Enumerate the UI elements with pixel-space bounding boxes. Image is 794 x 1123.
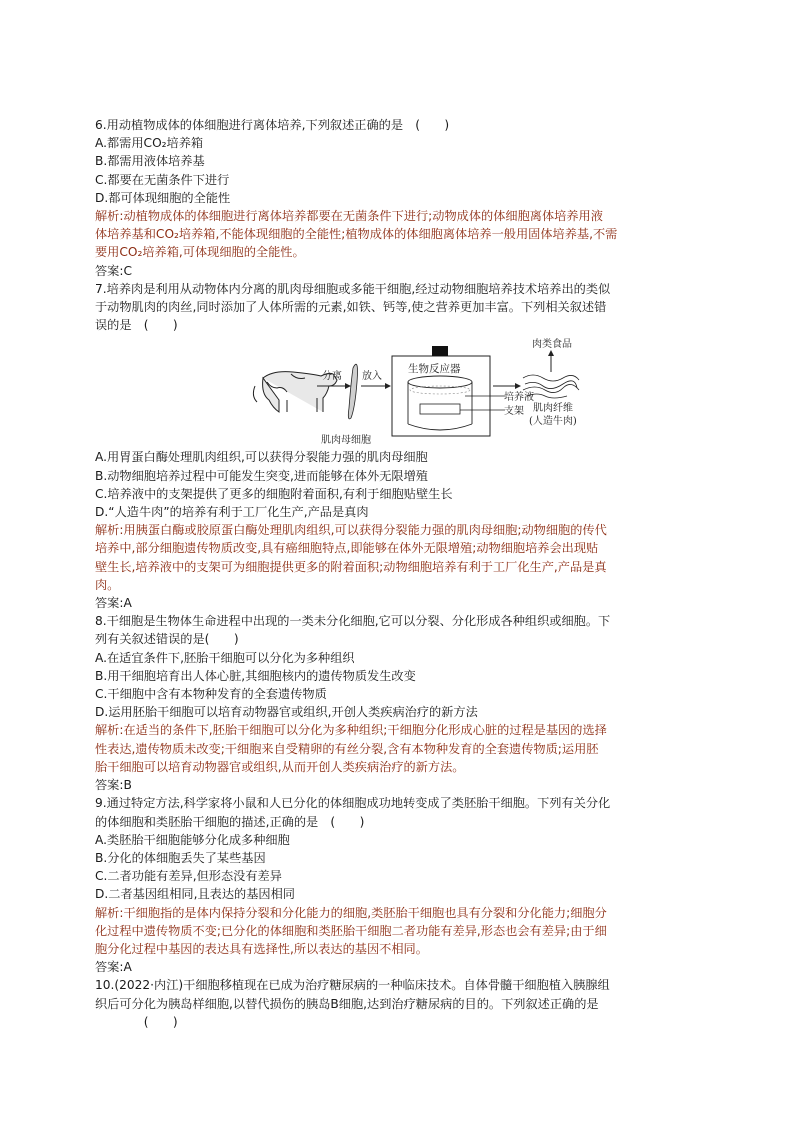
question-9	[95, 794, 705, 976]
label-bioreactor: 生物反应器	[408, 363, 461, 376]
q8-option-b: B.用干细胞培育出人体心脏,其细胞核内的遗传物质发生改变	[95, 668, 416, 683]
q7-option-d: D.“人造牛肉”的培养有利于工厂化生产,产品是真肉	[95, 505, 369, 520]
question-7	[95, 280, 705, 612]
question-7-stem-line: 7.培养肉是利用从动物体内分离的肌肉母细胞或多能干细胞,经过动物细胞培养技术培养出的类似	[95, 281, 611, 296]
question-9-stem-line: 的体细胞和类胚胎干细胞的描述,正确的是 ( )	[95, 814, 365, 829]
scaffold-rect	[420, 404, 460, 414]
label-artificial-beef: (人造牛肉)	[529, 416, 577, 428]
q9-option-a: A.类胚胎干细胞能够分化成多种细胞	[95, 832, 290, 847]
question-6	[95, 116, 705, 280]
q8-option-c: C.干细胞中含有本物种发育的全套遗传物质	[95, 687, 327, 702]
q6-explanation-line: 体培养基和CO₂培养箱,不能体现细胞的全能性;植物成体的体细胞离体培养一般用固体培养基,不需	[95, 227, 618, 242]
q9-option-b: B.分化的体细胞丢失了某些基因	[95, 850, 266, 865]
q8-option-d: D.运用胚胎干细胞可以培育动物器官或组织,开创人类疾病治疗的新方法	[95, 705, 478, 720]
q8-explanation-line: 胎干细胞可以培育动物器官或组织,从而开创人类疾病治疗的新方法。	[95, 759, 465, 774]
question-10-stem-line: ( )	[95, 1014, 178, 1029]
q6-explanation-line: 解析:动植物成体的体细胞进行离体培养都要在无菌条件下进行;动物成体的体细胞离体培养用液	[95, 209, 603, 224]
worksheet-page	[95, 116, 705, 1031]
q6-answer: 答案:C	[95, 263, 132, 278]
bioreactor-cap	[432, 346, 448, 356]
q6-option-a: A.都需用CO₂培养箱	[95, 136, 204, 151]
label-myoblast: 肌肉母细胞	[321, 435, 371, 447]
question-8	[95, 612, 705, 794]
q9-answer: 答案:A	[95, 960, 132, 975]
question-7-stem-line: 于动物肌肉的肉丝,同时添加了人体所需的元素,如铁、钙等,使之营养更加丰富。下列相关叙述错	[95, 300, 607, 315]
question-8-stem-line: 8.干细胞是生物体生命进程中出现的一类未分化细胞,它可以分裂、分化形成各种组织或细胞。下	[95, 614, 611, 629]
label-meat-food: 肉类食品	[532, 339, 572, 351]
q7-option-b: B.动物细胞培养过程中可能发生突变,进而能够在体外无限增殖	[95, 468, 428, 483]
question-9-stem-line: 9.通过特定方法,科学家将小鼠和人已分化的体细胞成功地转变成了类胚胎干细胞。下列有关分化	[95, 796, 611, 811]
question-6-stem: 6.用动植物成体的体细胞进行离体培养,下列叙述正确的是 ( )	[95, 118, 450, 132]
question-8-stem-line: 列有关叙述错误的是( )	[95, 632, 239, 647]
diagram-drawing	[95, 338, 705, 446]
q8-answer: 答案:B	[95, 778, 132, 793]
q7-explanation-line: 壁生长,培养液中的支架可为细胞提供更多的附着面积;动物细胞培养有利于工厂化生产,产品是真	[95, 559, 607, 574]
question-10-stem-line: 织后可分化为胰岛样细胞,以替代损伤的胰岛B细胞,达到治疗糖尿病的目的。下列叙述正确的是	[95, 996, 599, 1011]
q8-option-a: A.在适宜条件下,胚胎干细胞可以分化为多种组织	[95, 650, 355, 665]
question-10	[95, 976, 705, 1031]
q6-explanation-line: 要用CO₂培养箱,可体现细胞的全能性。	[95, 245, 305, 260]
cultured-meat-diagram	[95, 338, 705, 446]
label-fiber: 肌肉纤维	[533, 403, 573, 415]
q7-explanation-line: 培养中,部分细胞遗传物质改变,具有癌细胞特点,即能够在体外无限增殖;动物细胞培养会出现贴	[95, 541, 599, 556]
label-separate: 分离	[322, 371, 342, 383]
myoblast-cell-icon	[348, 365, 357, 420]
q9-explanation-line: 胞分化过程中基因的表达具有选择性,所以表达的基因不相同。	[95, 941, 428, 956]
q9-explanation-line: 化过程中遗传物质不变;已分化的体细胞和类胚胎干细胞二者功能有差异,形态也会有差异;由于细	[95, 923, 607, 938]
q7-answer: 答案:A	[95, 596, 132, 611]
question-10-stem-line: 10.(2022·内江)干细胞移植现在已成为治疗糖尿病的一种临床技术。自体骨髓干细胞植入胰腺组	[95, 978, 610, 993]
label-medium: 培养液	[504, 392, 534, 404]
q6-option-d: D.都可体现细胞的全能性	[95, 190, 231, 205]
question-7-stem-line: 误的是 ( )	[95, 318, 178, 333]
q7-explanation-line: 解析:用胰蛋白酶或胶原蛋白酶处理肌肉组织,可以获得分裂能力强的肌肉母细胞;动物细胞的传代	[95, 523, 607, 538]
q9-option-c: C.二者功能有差异,但形态没有差异	[95, 869, 282, 884]
q8-explanation-line: 性表达,遗传物质未改变;干细胞来自受精卵的有丝分裂,含有本物种发育的全套遗传物质;运用胚	[95, 741, 599, 756]
q6-option-b: B.都需用液体培养基	[95, 154, 205, 169]
q9-option-d: D.二者基因组相同,且表达的基因相同	[95, 887, 295, 902]
label-scaffold: 支架	[504, 406, 524, 418]
q8-explanation-line: 解析:在适当的条件下,胚胎干细胞可以分化为多种组织;干细胞分化形成心脏的过程是基因的选择	[95, 723, 607, 738]
q7-option-c: C.培养液中的支架提供了更多的细胞附着面积,有利于细胞贴壁生长	[95, 486, 453, 501]
q9-explanation-line: 解析:干细胞指的是体内保持分裂和分化能力的细胞,类胚胎干细胞也具有分裂和分化能力;细胞分	[95, 905, 607, 920]
q7-option-a: A.用胃蛋白酶处理肌肉组织,可以获得分裂能力强的肌肉母细胞	[95, 450, 428, 465]
q7-explanation-line: 肉。	[95, 577, 120, 592]
q6-option-c: C.都要在无菌条件下进行	[95, 172, 230, 187]
label-put-in: 放入	[362, 371, 382, 383]
